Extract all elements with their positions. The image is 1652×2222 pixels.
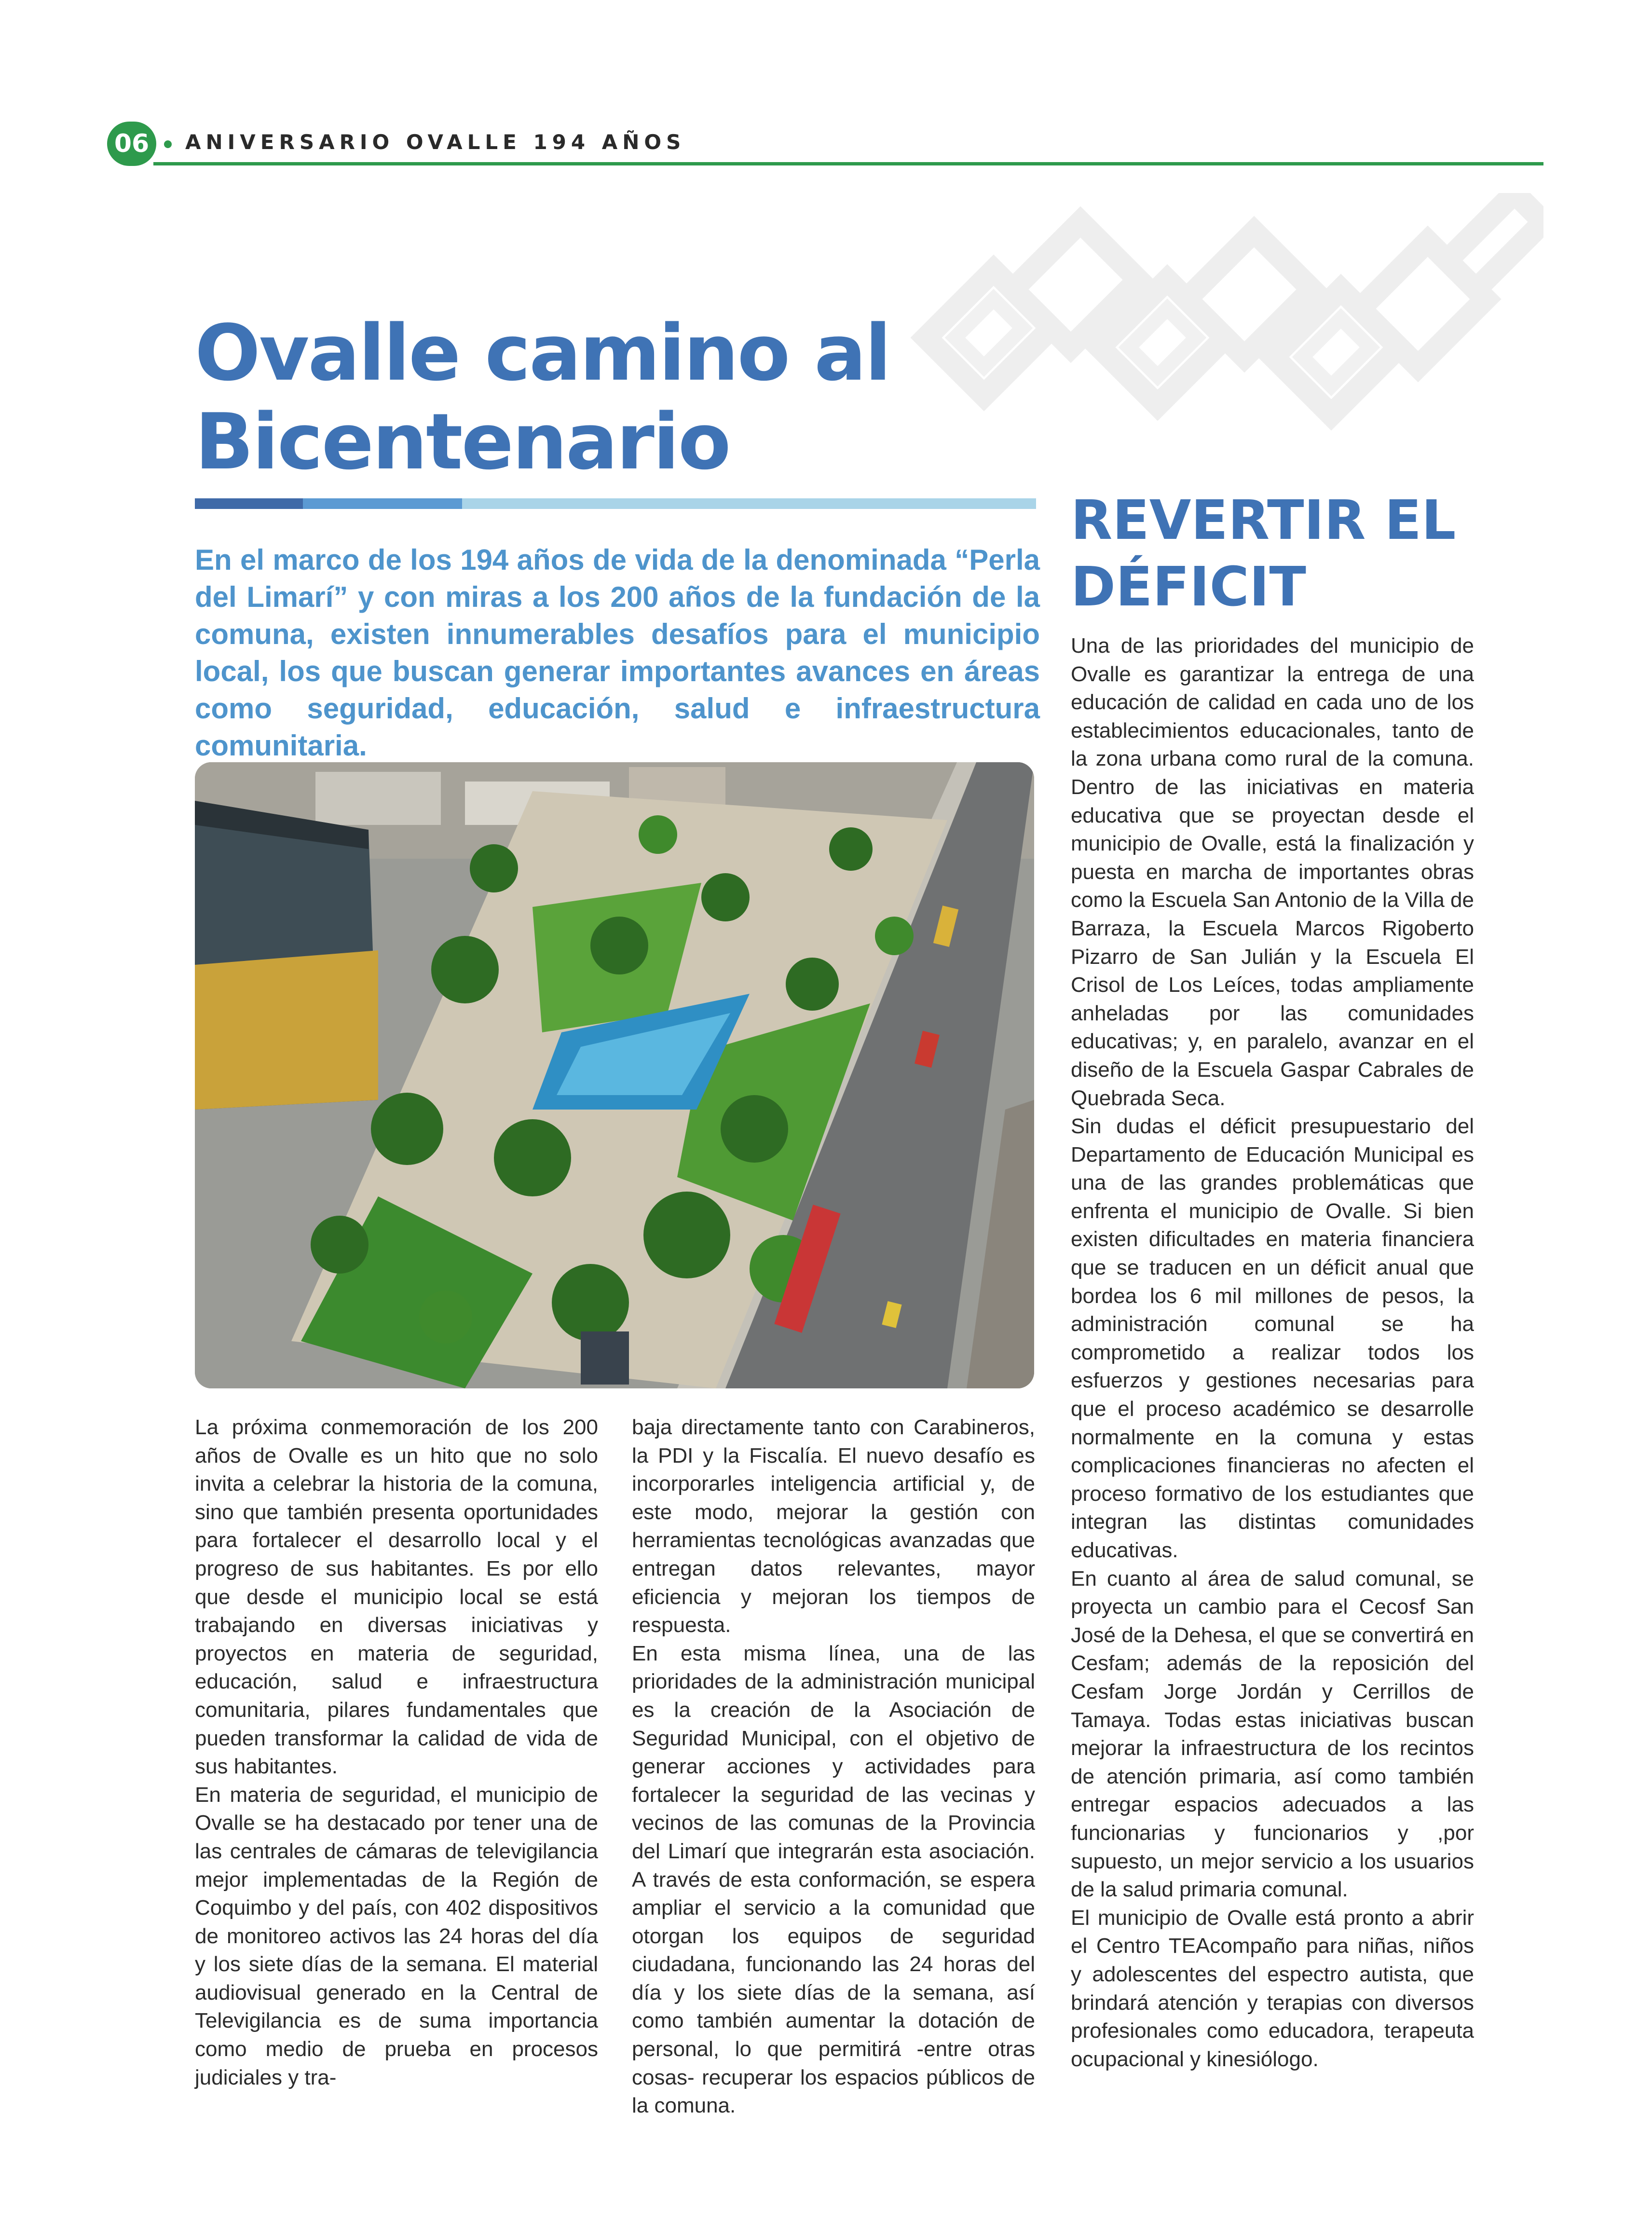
bullet-dot: [164, 140, 172, 148]
sidebar-paragraph: Una de las prioridades del municipio de Ovalle es garantizar la entrega de una educación de calidad en cada uno de los establecimientos educacionales, tanto de la zona urbana como rural de la comuna. Dentro de las iniciativas en materia educativa que se proyectan desde el municipio de Ovalle, está la finalización y puesta en marcha de importantes obras como la Escuela San Antonio de la Villa de Barraza, la Escuela Marcos Rigoberto Pizarro de San Julián y la Escuela El Crisol de Los Leíces, todas ampliamente anheladas por las comunidades educativas; y, en paralelo, avanzar en el diseño de la Escuela Gaspar Cabrales de Quebrada Seca.: [1071, 634, 1474, 1110]
title-line-1: Ovalle camino al: [195, 308, 890, 398]
sidebar-paragraph: El municipio de Ovalle está pronto a abrir el Centro TEAcompaño para niñas, niños y adolescentes del espectro autista, que brindará atención y terapias con diversos profesionales como educadora, terapeuta ocupacional y kinesiólogo.: [1071, 1906, 1474, 2071]
article-lede: En el marco de los 194 años de vida de la denominada “Perla del Limarí” y con miras a los 200 años de la fundación de la comuna, existen innumerables desafíos para el municipio local, los que buscan generar importantes avances en áreas como seguridad, educación, salud e infraestructura comunitaria.: [195, 544, 1040, 762]
title-rule-segment: [462, 498, 1036, 509]
title-rule-segment: [195, 498, 303, 509]
page-number-badge: 06: [107, 122, 156, 166]
article-paragraph: En materia de seguridad, el municipio de Ovalle se ha destacado por tener una de las centrales de cámaras de televigilancia mejor implementadas de la Región de Coquimbo y del país, con 402 dispositivos de monitoreo activos las 24 horas del día y los siete días de la semana. El material audiovisual generado en la Central de Televigilancia es de suma importancia como medio de prueba en procesos judiciales y tra-: [195, 1783, 598, 2089]
aerial-plaza-photo: [195, 762, 1034, 1388]
sidebar-heading: [1071, 487, 1505, 620]
article-paragraph: baja directamente tanto con Carabineros, la PDI y la Fiscalía. El nuevo desafío es incorporarles inteligencia artificial y, de este modo, mejorar la gestión con herramientas tecnológicas avanzadas que entregan datos relevantes, mayor eficiencia y mejoran los tiempos de respuesta.: [632, 1415, 1035, 1637]
sidebar-heading-line-1: REVERTIR EL: [1071, 489, 1456, 552]
title-rule-segment: [303, 498, 462, 509]
title-line-2: Bicentenario: [195, 397, 730, 487]
sidebar-paragraph: Sin dudas el déficit presupuestario del Departamento de Educación Municipal es una de las grandes problemáticas que enfrenta el municipio de Ovalle. Si bien existen dificultades en materia financiera que se traducen en un déficit anual que bordea los 6 mil millones de pesos, la administración comunal se ha comprometido a realizar todos los esfuerzos y gestiones necesarias para que el proceso académico se desarrolle normalmente en la comuna y estas complicaciones financieras no afecten el proceso formativo de los estudiantes que integran las distintas comunidades educativas.: [1071, 1114, 1474, 1562]
sidebar-paragraph: En cuanto al área de salud comunal, se proyecta un cambio para el Cecosf San José de la Dehesa, el que se convertirá en Cesfam; además de la reposición del Cesfam Jorge Jordán y Cerrillos de Tamaya. Todas estas iniciativas buscan mejorar la infraestructura de los recintos de atención primaria, así como también entregar espacios adecuados a las funcionarias y funcionarios y ,por supuesto, un mejor servicio a los usuarios de la salud primaria comunal.: [1071, 1566, 1474, 1902]
article-column-2: [632, 1413, 1035, 2120]
sidebar-heading-line-2: DÉFICIT: [1071, 556, 1306, 618]
section-label: ANIVERSARIO OVALLE 194 AÑOS: [185, 130, 686, 154]
article-paragraph: En esta misma línea, una de las prioridades de la administración municipal es la creación de la Asociación de Seguridad Municipal, con el objetivo de generar acciones y actividades para fortalecer la seguridad de las vecinas y vecinos de las comunas de la Provincia del Limarí que integrarán esta asociación. A través de esta conformación, se espera ampliar el servicio a la comunidad que otorgan los equipos de seguridad ciudadana, funcionando las 24 horas del día y los siete días de la semana, así como también aumentar la dotación de personal, lo que permitirá -entre otras cosas- recuperar los espacios públicos de la comuna.: [632, 1641, 1035, 2118]
sidebar-column: [1071, 632, 1474, 2073]
article-paragraph: La próxima conmemoración de los 200 años de Ovalle es un hito que no solo invita a celebrar la historia de la comuna, sino que también presenta oportunidades para fortalecer el desarrollo local y el progreso de sus habitantes. Es por ello que desde el municipio local se está trabajando en diversas iniciativas y proyectos en materia de seguridad, educación, salud e infraestructura comunitaria, pilares fundamentales que pueden transformar la calidad de vida de sus habitantes.: [195, 1415, 598, 1779]
article-title: [195, 309, 1044, 486]
header-rule: [153, 162, 1543, 165]
article-column-1: [195, 1413, 598, 2092]
